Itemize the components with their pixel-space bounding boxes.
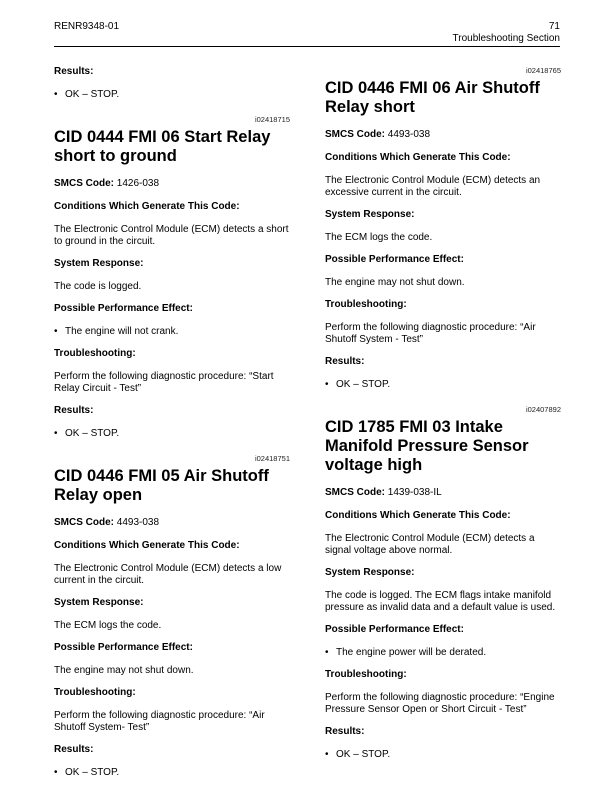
doc-id: i02418715 xyxy=(254,115,290,124)
section-cid0446-fmi06 xyxy=(325,66,561,391)
troubleshooting-label: Troubleshooting: xyxy=(54,348,136,359)
conditions-text: The Electronic Control Module (ECM) detects a low current in the circuit. xyxy=(54,563,282,586)
smcs-code xyxy=(54,517,290,529)
system-response-label: System Response: xyxy=(325,209,415,220)
section-cid0446-fmi05 xyxy=(54,454,290,779)
performance-effect-label: Possible Performance Effect: xyxy=(54,303,193,314)
document-number: RENR9348-01 xyxy=(54,21,120,32)
conditions-label: Conditions Which Generate This Code: xyxy=(54,201,240,212)
result-item: • OK – STOP. xyxy=(325,749,561,761)
section-name: Troubleshooting Section xyxy=(452,33,560,44)
performance-effect-label: Possible Performance Effect: xyxy=(54,642,193,653)
troubleshooting-text: Perform the following diagnostic procedure: “Air Shutoff System - Test” xyxy=(325,322,536,345)
section-cid0444-fmi06 xyxy=(54,115,290,440)
troubleshooting-label: Troubleshooting: xyxy=(325,299,407,310)
section-title: CID 0444 FMI 06 Start Relay short to ground xyxy=(54,128,271,165)
results-label: Results: xyxy=(325,356,365,367)
system-response-label: System Response: xyxy=(325,567,415,578)
page-header-right xyxy=(453,21,560,45)
header-divider xyxy=(54,46,560,47)
results-label: Results: xyxy=(54,744,94,755)
conditions-text: The Electronic Control Module (ECM) detects a short to ground in the circuit. xyxy=(54,224,289,247)
section-cid1785-fmi03 xyxy=(325,405,561,761)
system-response-text: The ECM logs the code. xyxy=(325,232,433,243)
result-item: • OK – STOP. xyxy=(54,428,290,440)
troubleshooting-text: Perform the following diagnostic procedure: “Air Shutoff System- Test” xyxy=(54,710,265,733)
conditions-label: Conditions Which Generate This Code: xyxy=(54,540,240,551)
performance-effect-item: • The engine will not crank. xyxy=(54,326,290,338)
performance-effect-item: • The engine power will be derated. xyxy=(325,647,561,659)
smcs-value: 1439-038-IL xyxy=(387,487,442,498)
results-label: Results: xyxy=(54,405,94,416)
system-response-label: System Response: xyxy=(54,597,144,608)
results-label: Results: xyxy=(54,66,94,77)
smcs-label: SMCS Code: xyxy=(325,487,385,498)
results-label: Results: xyxy=(325,726,365,737)
smcs-label: SMCS Code: xyxy=(54,178,114,189)
performance-effect-label: Possible Performance Effect: xyxy=(325,624,464,635)
doc-id: i02418751 xyxy=(254,454,290,463)
left-column xyxy=(54,66,290,789)
performance-effect-label: Possible Performance Effect: xyxy=(325,254,464,265)
conditions-label: Conditions Which Generate This Code: xyxy=(325,510,511,521)
result-item: • OK – STOP. xyxy=(54,767,290,779)
performance-effect-text: The engine may not shut down. xyxy=(325,277,465,288)
doc-id: i02418765 xyxy=(525,66,561,75)
troubleshooting-text: Perform the following diagnostic procedure: “Start Relay Circuit - Test” xyxy=(54,371,274,394)
doc-id: i02407892 xyxy=(525,405,561,414)
right-column xyxy=(325,66,561,771)
conditions-text: The Electronic Control Module (ECM) detects a signal voltage above normal. xyxy=(325,533,535,556)
smcs-code xyxy=(54,178,290,190)
section-title: CID 0446 FMI 06 Air Shutoff Relay short xyxy=(325,79,540,116)
smcs-label: SMCS Code: xyxy=(325,129,385,140)
smcs-label: SMCS Code: xyxy=(54,517,114,528)
system-response-text: The code is logged. xyxy=(54,281,142,292)
page-number: 71 xyxy=(548,21,560,32)
result-item: • OK – STOP. xyxy=(54,89,290,101)
conditions-label: Conditions Which Generate This Code: xyxy=(325,152,511,163)
section-title: CID 0446 FMI 05 Air Shutoff Relay open xyxy=(54,467,269,504)
conditions-text: The Electronic Control Module (ECM) detects an excessive current in the circuit. xyxy=(325,175,541,198)
smcs-code xyxy=(325,129,561,141)
result-item: • OK – STOP. xyxy=(325,379,561,391)
smcs-value: 1426-038 xyxy=(116,178,160,189)
smcs-value: 4493-038 xyxy=(116,517,160,528)
performance-effect-text: The engine may not shut down. xyxy=(54,665,194,676)
system-response-label: System Response: xyxy=(54,258,144,269)
troubleshooting-label: Troubleshooting: xyxy=(54,687,136,698)
troubleshooting-text: Perform the following diagnostic procedure: “Engine Pressure Sensor Open or Short Circuit - Test” xyxy=(325,692,555,715)
smcs-code xyxy=(325,487,561,499)
section-title: CID 1785 FMI 03 Intake Manifold Pressure Sensor voltage high xyxy=(325,418,529,474)
system-response-text: The ECM logs the code. xyxy=(54,620,162,631)
troubleshooting-label: Troubleshooting: xyxy=(325,669,407,680)
system-response-text: The code is logged. The ECM flags intake manifold pressure as invalid data and a default value is used. xyxy=(325,590,556,613)
smcs-value: 4493-038 xyxy=(387,129,431,140)
